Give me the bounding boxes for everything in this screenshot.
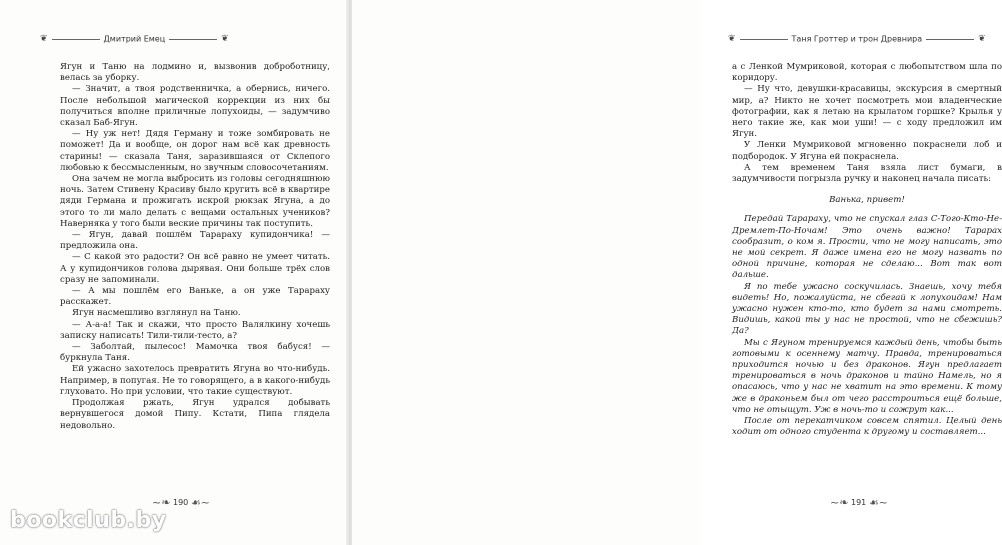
- left-header-rule: [52, 39, 100, 40]
- paragraph: — Ягун, давай пошлём Тарараху купидончика! — предложила она.: [60, 230, 330, 252]
- right-page-number-value: 191: [850, 498, 867, 507]
- paragraph: А тем временем Таня взяла лист бумаги, в задумчивости погрызла ручку и наконец начала писать:: [732, 162, 1002, 185]
- right-header-rule: [926, 39, 974, 40]
- left-folio-ornament-icon: ☙~: [190, 496, 210, 509]
- left-page-number-value: 190: [172, 498, 189, 507]
- paragraph: — Ну что, девушки-красавицы, экскурсия в смертный мир, а? Никто не хочет посмотреть мои владенческие фотографии, как я летаю на крылатом горшке? Крылья у него такие же, как мои уши! — с ходу предложил им Ягун.: [732, 84, 1002, 140]
- left-header-ornament-icon: ❦: [40, 34, 48, 44]
- letter-paragraph: Передай Тарараху, что не спускал глаз С-Того-Кто-Не-Дремлет-По-Ночам! Это очень важно! Тарарах сообразит, о ком я. Прости, что не могу написать, это не мой секрет. Я даже имена его не могу назвать по одной причине, которая не сделаю... Вот так вот дальше.: [732, 214, 1002, 281]
- right-page: [352, 0, 1002, 545]
- paragraph: — Ну уж нет! Дядя Герману и тоже зомбировать не поможет! Да и вообще, он дорог нам всё как древность старины! — сказала Таня, заразившаяся от Склепого любовью к бессмысленным, но звучным словосочетаниям.: [60, 129, 330, 173]
- letter-paragraph: Я по тебе ужасно соскучилась. Знаешь, хочу тебя видеть! Но, пожалуйста, не сбегай к лопухоидам! Нам ужасно нужен кто-то, кто будет за нами смотреть. Видишь, какой ты у нас не простой, что не сбежишь? Да?: [732, 281, 1002, 337]
- left-body-text: [60, 62, 330, 432]
- paragraph: а с Ленкой Мумриковой, которая с любопытством шла по коридору.: [732, 62, 1002, 84]
- left-header-rule: [169, 39, 217, 40]
- letter-paragraph: После от перекатчиком совсем спятил. Целый день ходит от одного студента к другому и составляет...: [732, 416, 1002, 438]
- left-header-ornament-icon: ❦: [221, 34, 229, 44]
- letter-paragraph: Мы с Ягуном тренируемся каждый день, чтобы быть готовыми к осеннему матчу. Правда, тренироваться приходится ночью и без драконов. Ягун предлагает тренироваться в ночь драконов и тайно Намель, но я опасаюсь, что у нас не хватит на это времени. К тому же в драконьем был от чего расстроиться ещё больше, что не отыщут. Уж в ночь-то и сожрут как...: [732, 337, 1002, 415]
- left-page: [0, 0, 348, 545]
- left-folio-ornament-icon: ~❧: [152, 496, 171, 509]
- paragraph: — С какой это радости? Он всё равно не умеет читать. А у купидончиков голова дырявая. Они больше трёх слов сразу не запоминали.: [60, 252, 330, 285]
- right-folio-ornament-icon: ~❧: [830, 496, 849, 509]
- paragraph: — Заболтай, пылесос! Мамочка твоя бабуся! — буркнула Таня.: [60, 342, 330, 364]
- right-header-ornament-icon: ❦: [728, 34, 736, 44]
- right-header-ornament-icon: ❦: [978, 34, 986, 44]
- right-folio-ornament-icon: ☙~: [868, 496, 888, 509]
- paragraph: — Значит, а твоя родственничка, а обернись, ничего. После небольшой магической коррекции из них бы получиться вполне приличные лопухоиды, — задумчиво сказал Баб-Ягун.: [60, 84, 330, 129]
- paragraph: Ягун и Таню на лодмино и, вызвонив доброботницу, велась за уборку.: [60, 62, 330, 84]
- paragraph: Ей ужасно захотелось превратить Ягуна во что-нибудь. Например, в попугая. Не то говорящего, а в какого-нибудь глуховато. Но при условии, что такие существуют.: [60, 364, 330, 397]
- paragraph: — А мы пошлём его Ваньке, а он уже Тарараху расскажет.: [60, 286, 330, 308]
- right-page-number: [830, 496, 888, 509]
- right-header-rule: [740, 39, 788, 40]
- letter-greeting: Ванька, привет!: [829, 195, 905, 206]
- right-running-header: [728, 34, 986, 44]
- right-body-text: [732, 62, 1002, 439]
- paragraph: Она зачем не могла выбросить из головы сегодняшнюю ночь. Затем Стивену Красиву было кругить всё в квартире дяди Германа и прожигать искрой рюкзак Ягуна, а до этого то ли мало делать с вещами остальных учеников? Наверняка у того были веские причины так поступить.: [60, 174, 330, 229]
- left-header-author: Дмитрий Емец: [103, 34, 166, 44]
- left-running-header: [40, 34, 229, 44]
- right-header-title: Таня Гроттер и трон Древнира: [791, 34, 923, 44]
- paragraph: Продолжая ржать, Ягун удрался добывать вернувшегося домой Пипу. Кстати, Пипа глядела недовольно.: [60, 398, 330, 431]
- paragraph: — А-а-а! Так и скажи, что просто Валялкину хочешь записку написать! Тили-тили-тесто, а?: [60, 319, 330, 341]
- paragraph: Ягун насмешливо взглянул на Таню.: [72, 308, 241, 319]
- paragraph: У Ленки Мумриковой мгновенно покраснели лоб и подбородок. У Ягуна ей покраснела.: [732, 140, 1002, 162]
- site-watermark: bookclub.by: [10, 508, 167, 533]
